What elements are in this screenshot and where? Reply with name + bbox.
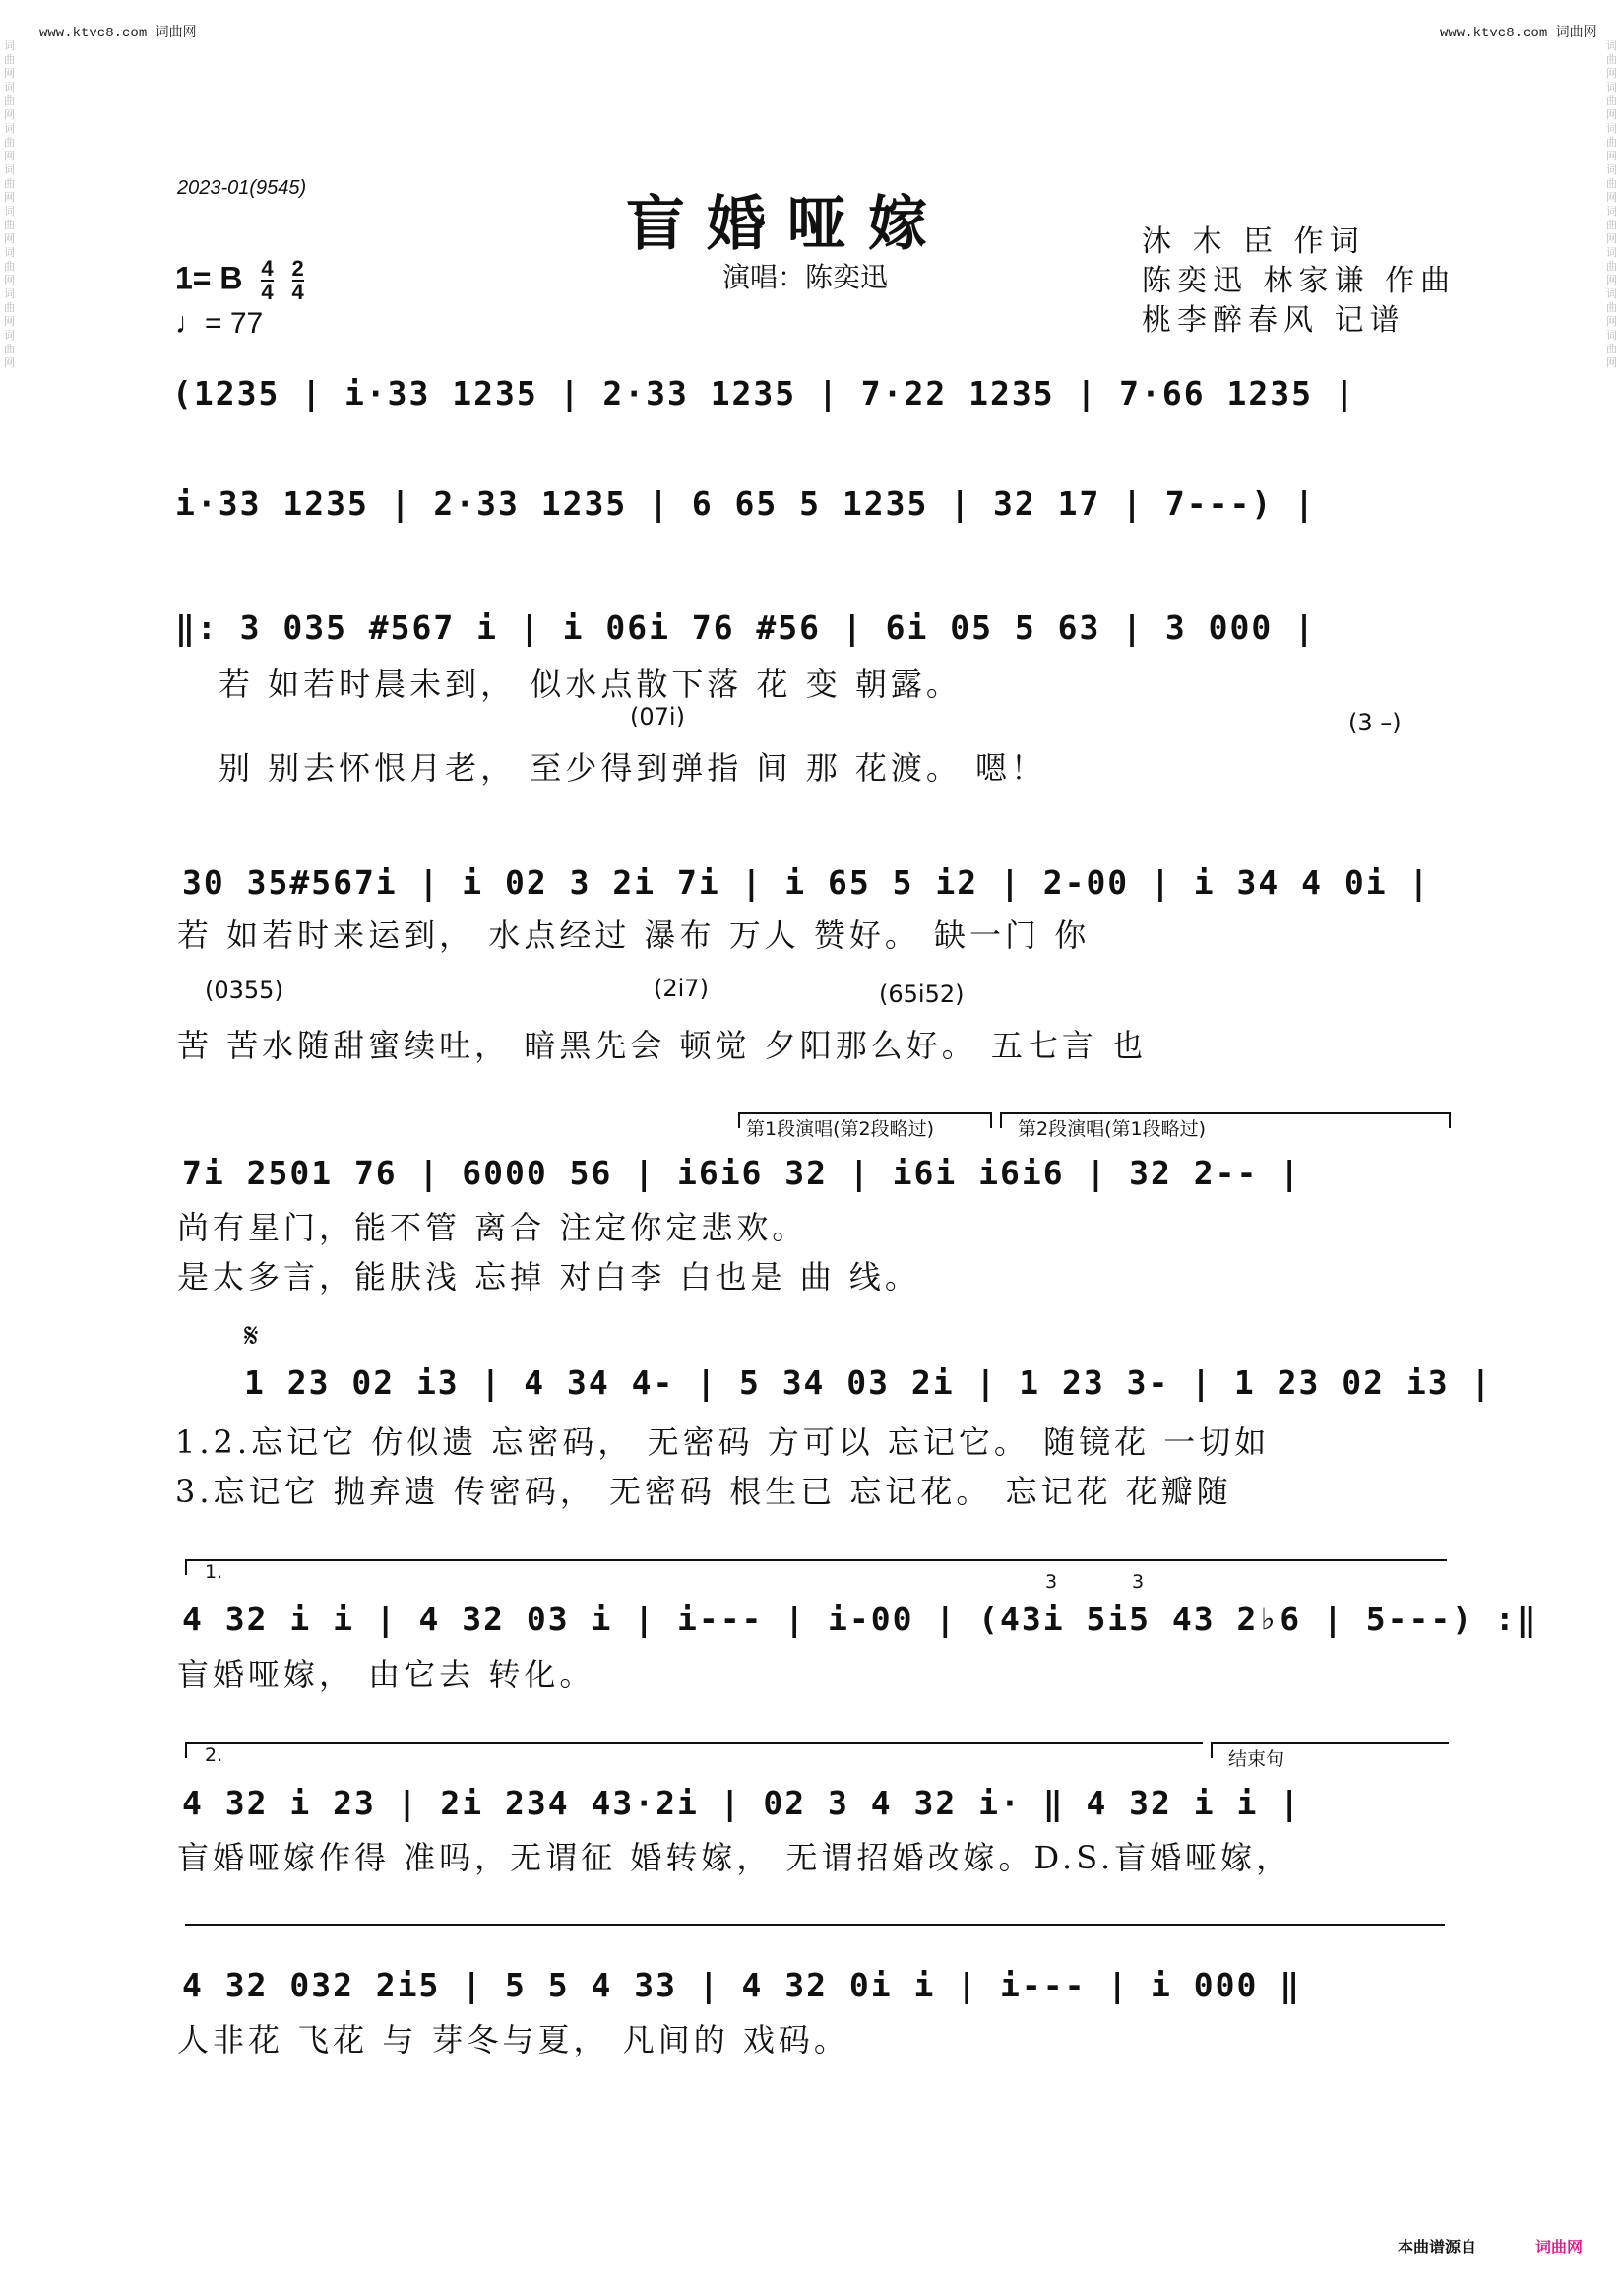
cue-notes: (2i7) (654, 975, 709, 1002)
notation-line: 4 32 i i | 4 32 03 i | i--- | i-00 | (43i 5i5 43 2♭6 | 5---) :‖ (182, 1600, 1538, 1638)
lyric-line: 尚有星门，能不管 离合 注定你定悲欢。 (177, 1209, 808, 1246)
lyric-line: 别 别去怀恨月老， 至少得到弹指 间 那 花渡。 嗯！ (219, 749, 1047, 787)
triplet-mark: 3 (1132, 1571, 1145, 1593)
triplet-mark: 3 (1045, 1571, 1058, 1593)
system-rule (185, 1924, 1445, 1926)
lyric-line: 若 如若时晨未到， 似水点散下落 花 变 朝露。 (219, 665, 962, 703)
notation-line: 1 23 02 i3 | 4 34 4- | 5 34 03 2i | 1 23 3- | 1 23 02 i3 | (244, 1363, 1493, 1402)
key-signature (175, 258, 304, 303)
volta-label: 第2段演唱(第1段略过) (1018, 1118, 1207, 1140)
segno-sign: 𝄋 (244, 1317, 259, 1355)
notation-line: 30 35#567i | i 02 3 2i 7i | i 65 5 i2 | 2-00 | i 34 4 0i | (182, 863, 1431, 902)
singer: 演唱：陈奕迅 (722, 261, 889, 293)
transcriber-credit: 桃李醉春风 记谱 (1142, 303, 1405, 338)
notation-line: 4 32 i 23 | 2i 234 43·2i | 02 3 4 32 i· ‖ 4 32 i i | (182, 1784, 1302, 1822)
composer-credit: 陈奕迅 林家谦 作曲 (1142, 264, 1457, 298)
side-watermark-right: 词曲网词曲网词曲网词曲网词曲网词曲网词曲网词曲网 (1606, 39, 1617, 369)
tempo-mark: ♩= 77 (175, 307, 264, 340)
cue-notes: (07i) (630, 703, 685, 730)
cue-notes: (65i52) (879, 980, 965, 1008)
lyric-line: 是太多言，能肤浅 忘掉 对白李 白也是 曲 线。 (177, 1258, 920, 1296)
serial-number: 2023-01(9545) (177, 177, 307, 199)
notation-line: 4 32 032 2i5 | 5 5 4 33 | 4 32 0i i | i--- | i 000 ‖ (182, 1966, 1302, 2004)
time-signature-2: $\frac{2}{4}$ (291, 256, 304, 304)
notation-line: 7i 2501 76 | 6000 56 | i6i6 32 | i6i i6i6 | 32 2-- | (182, 1154, 1302, 1192)
footer-source-label: 本曲谱源自 (1398, 2240, 1477, 2256)
side-watermark-left: 词曲网词曲网词曲网词曲网词曲网词曲网词曲网词曲网 (4, 39, 15, 369)
lyricist-credit: 沐 木 臣 作词 (1142, 224, 1365, 259)
volta-bracket (185, 1742, 1203, 1758)
source-left: www.ktvc8.com 词曲网 (39, 26, 197, 41)
lyric-line: 3.忘记它 抛弃遗 传密码， 无密码 根生已 忘记花。 忘记花 花瓣随 (175, 1473, 1232, 1510)
lyric-line: 人非花 飞花 与 芽冬与夏， 凡间的 戏码。 (177, 2021, 849, 2058)
volta-label: 1. (205, 1561, 223, 1583)
ending-label: 结束句 (1228, 1748, 1285, 1770)
cue-notes: (0355) (205, 977, 283, 1004)
lyric-line: 苦 苦水随甜蜜续吐， 暗黑先会 顿觉 夕阳那么好。 五七言 也 (177, 1027, 1148, 1064)
source-right: www.ktvc8.com 词曲网 (1440, 26, 1597, 41)
footer-site-link[interactable]: 词曲网 (1535, 2240, 1584, 2256)
lyric-line: 若 如若时来运到， 水点经过 瀑布 万人 赞好。 缺一门 你 (177, 917, 1091, 954)
page-title: 盲婚哑嫁 (626, 190, 949, 259)
notation-line: (1235 | i·33 1235 | 2·33 1235 | 7·22 1235 | 7·66 1235 | (172, 374, 1356, 412)
lyric-line: 盲婚哑嫁， 由它去 转化。 (177, 1656, 595, 1693)
notation-line: ‖: 3 035 #567 i | i 06i 76 #56 | 6i 05 5 63 | 3 000 | (175, 608, 1316, 647)
volta-label: 2. (205, 1744, 223, 1766)
volta-bracket (185, 1559, 1447, 1575)
cue-notes: (3 –) (1348, 709, 1402, 736)
notation-line: i·33 1235 | 2·33 1235 | 6 65 5 1235 | 32 17 | 7---) | (175, 484, 1316, 523)
time-signature-1: $\frac{4}{4}$ (261, 256, 274, 304)
volta-label: 第1段演唱(第2段略过) (746, 1118, 935, 1140)
lyric-line: 1.2.忘记它 仿似遗 忘密码， 无密码 方可以 忘记它。 随镜花 一切如 (175, 1423, 1271, 1461)
key-label: 1= B (175, 260, 243, 296)
lyric-line: 盲婚哑嫁作得 准吗，无谓征 婚转嫁， 无谓招婚改嫁。D.S.盲婚哑嫁， (177, 1839, 1292, 1876)
